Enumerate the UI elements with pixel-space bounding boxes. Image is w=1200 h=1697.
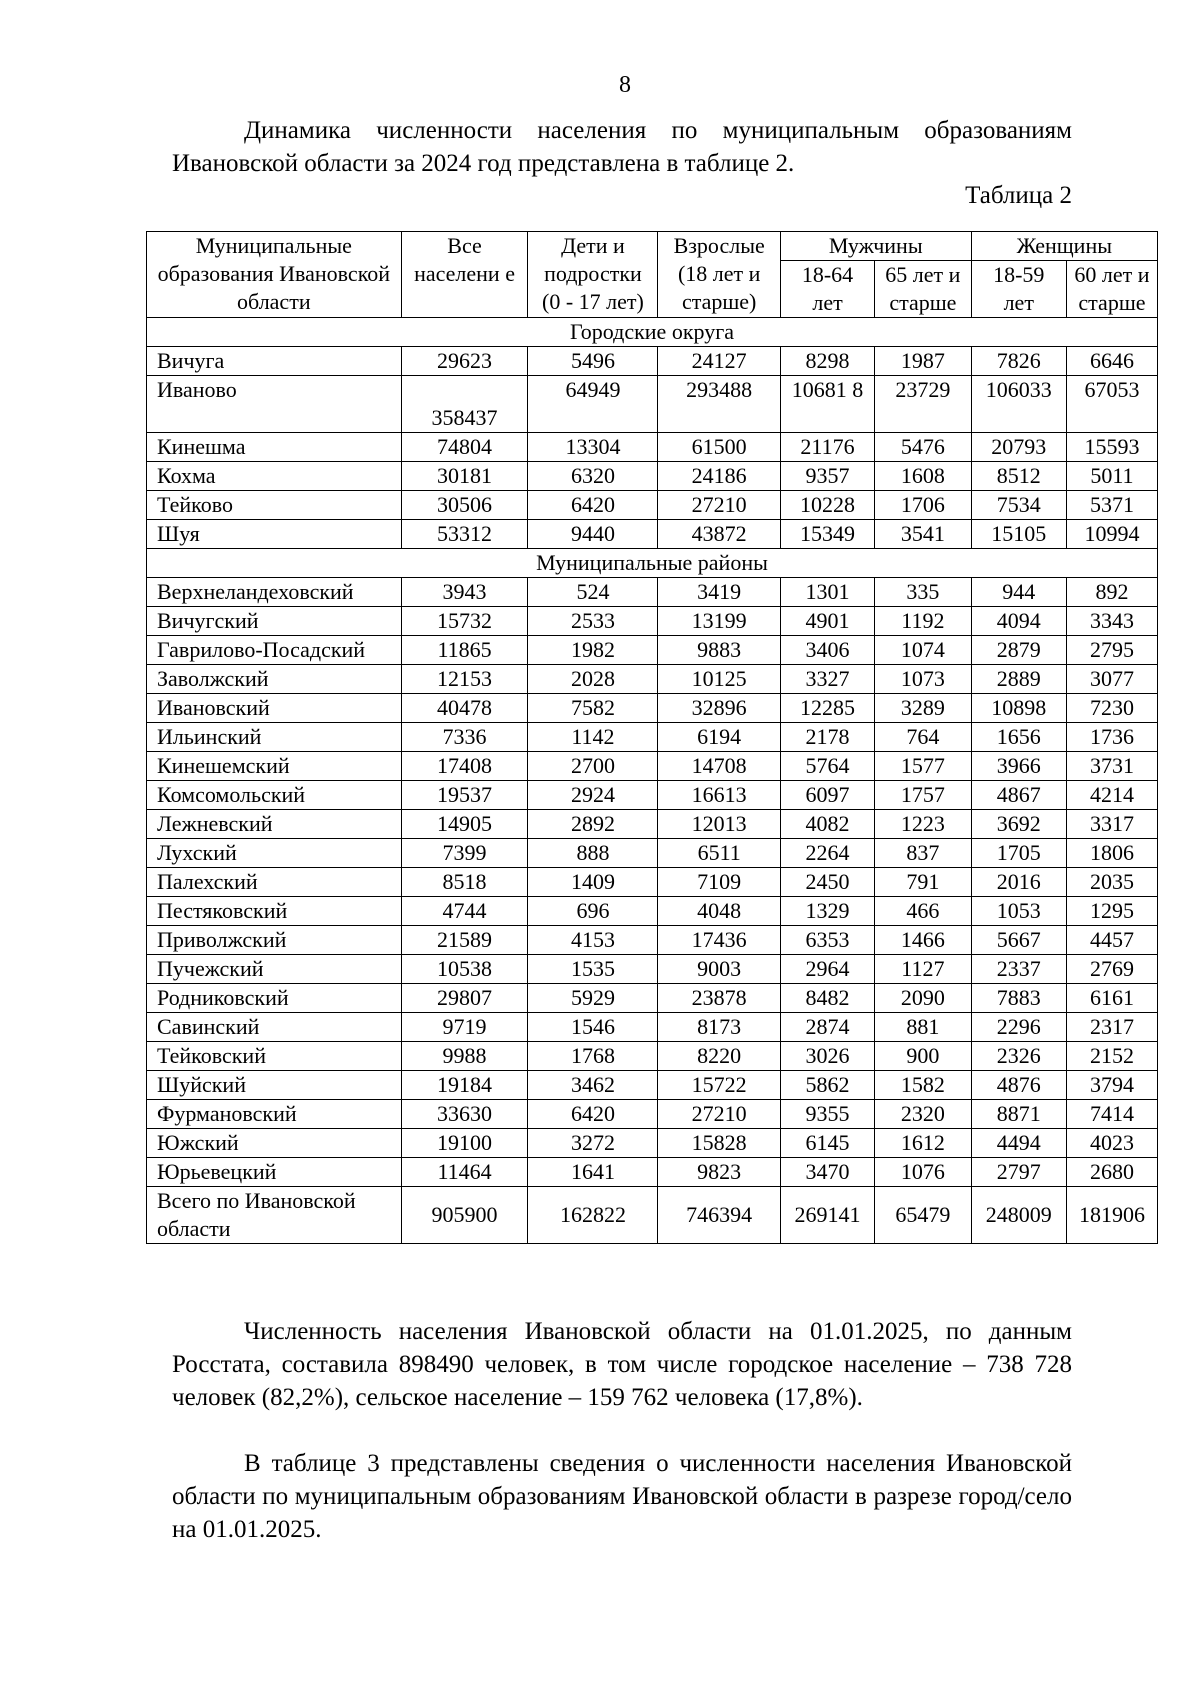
row-name: Ильинский (147, 723, 402, 752)
cell-m1864: 2264 (780, 839, 874, 868)
table-row (147, 636, 1158, 665)
cell-children: 4153 (528, 926, 658, 955)
cell-w60: 10994 (1066, 520, 1157, 549)
cell-adults: 15722 (658, 1071, 780, 1100)
table-row (147, 955, 1158, 984)
cell-total: 3943 (401, 578, 528, 607)
cell-adults: 6511 (658, 839, 780, 868)
cell-adults: 12013 (658, 810, 780, 839)
header-men: Мужчины (780, 232, 971, 261)
row-name: Фурмановский (147, 1100, 402, 1129)
table-row (147, 578, 1158, 607)
table-row (147, 665, 1158, 694)
cell-m65: 791 (875, 868, 971, 897)
row-name: Комсомольский (147, 781, 402, 810)
cell-m1864: 8298 (780, 347, 874, 376)
cell-m65: 65479 (875, 1187, 971, 1244)
cell-adults: 3419 (658, 578, 780, 607)
row-name: Пестяковский (147, 897, 402, 926)
cell-w60: 7230 (1066, 694, 1157, 723)
cell-children: 2533 (528, 607, 658, 636)
cell-w60: 3794 (1066, 1071, 1157, 1100)
table-row (147, 781, 1158, 810)
cell-w60: 2317 (1066, 1013, 1157, 1042)
cell-w60: 5371 (1066, 491, 1157, 520)
cell-adults: 293488 (658, 376, 780, 433)
cell-m1864: 9355 (780, 1100, 874, 1129)
cell-w1859: 7883 (971, 984, 1066, 1013)
section-municipal-districts (147, 549, 1158, 578)
header-children: Дети и подростки (0 - 17 лет) (528, 232, 658, 318)
table-caption: Таблица 2 (965, 182, 1072, 209)
cell-adults: 746394 (658, 1187, 780, 1244)
cell-total: 19184 (401, 1071, 528, 1100)
cell-m65: 3541 (875, 520, 971, 549)
row-name: Кинешма (147, 433, 402, 462)
table-row (147, 520, 1158, 549)
cell-children: 1142 (528, 723, 658, 752)
row-name: Родниковский (147, 984, 402, 1013)
cell-w1859: 2296 (971, 1013, 1066, 1042)
cell-children: 9440 (528, 520, 658, 549)
cell-w1859: 15105 (971, 520, 1066, 549)
cell-w60: 3731 (1066, 752, 1157, 781)
cell-total: 9988 (401, 1042, 528, 1071)
cell-w1859: 5667 (971, 926, 1066, 955)
row-name: Юрьевецкий (147, 1158, 402, 1187)
table-body (147, 318, 1158, 1244)
cell-m1864: 21176 (780, 433, 874, 462)
cell-adults: 61500 (658, 433, 780, 462)
cell-total: 15732 (401, 607, 528, 636)
cell-w60: 181906 (1066, 1187, 1157, 1244)
cell-m1864: 4082 (780, 810, 874, 839)
row-name: Южский (147, 1129, 402, 1158)
cell-children: 2924 (528, 781, 658, 810)
cell-m65: 1223 (875, 810, 971, 839)
cell-total: 11464 (401, 1158, 528, 1187)
row-name: Вичугский (147, 607, 402, 636)
cell-w60: 3077 (1066, 665, 1157, 694)
table-row (147, 810, 1158, 839)
table-row (147, 607, 1158, 636)
cell-m1864: 2178 (780, 723, 874, 752)
cell-total: 53312 (401, 520, 528, 549)
row-name: Ивановский (147, 694, 402, 723)
page-number: 8 (619, 72, 631, 98)
cell-m1864: 1301 (780, 578, 874, 607)
cell-children: 13304 (528, 433, 658, 462)
cell-children: 2028 (528, 665, 658, 694)
cell-m1864: 10681 8 (780, 376, 874, 433)
row-name: Шуя (147, 520, 402, 549)
cell-total: 905900 (401, 1187, 528, 1244)
table-row (147, 1158, 1158, 1187)
cell-adults: 32896 (658, 694, 780, 723)
cell-m65: 1074 (875, 636, 971, 665)
table-row (147, 1013, 1158, 1042)
cell-children: 696 (528, 897, 658, 926)
table-row (147, 491, 1158, 520)
cell-m65: 1582 (875, 1071, 971, 1100)
cell-total: 19537 (401, 781, 528, 810)
cell-m65: 1612 (875, 1129, 971, 1158)
cell-m65: 1466 (875, 926, 971, 955)
table-row (147, 376, 1158, 433)
cell-w1859: 248009 (971, 1187, 1066, 1244)
cell-w1859: 10898 (971, 694, 1066, 723)
cell-m1864: 3470 (780, 1158, 874, 1187)
cell-adults: 27210 (658, 1100, 780, 1129)
cell-m1864: 12285 (780, 694, 874, 723)
cell-total: 17408 (401, 752, 528, 781)
header-adults: Взрослые (18 лет и старше) (658, 232, 780, 318)
table-row (147, 1129, 1158, 1158)
paragraph-table3-reference: В таблице 3 представлены сведения о численности населения Ивановской области по муниципальным образованиям Ивановской области в разрезе город/село на 01.01.2025. (172, 1450, 1072, 1543)
cell-children: 162822 (528, 1187, 658, 1244)
row-name: Лухский (147, 839, 402, 868)
cell-w1859: 2326 (971, 1042, 1066, 1071)
row-name: Гаврилово-Посадский (147, 636, 402, 665)
cell-m65: 335 (875, 578, 971, 607)
cell-w60: 1806 (1066, 839, 1157, 868)
cell-adults: 9883 (658, 636, 780, 665)
cell-m65: 3289 (875, 694, 971, 723)
cell-w60: 1736 (1066, 723, 1157, 752)
cell-w60: 6161 (1066, 984, 1157, 1013)
header-women: Женщины (971, 232, 1157, 261)
cell-children: 7582 (528, 694, 658, 723)
row-name: Пучежский (147, 955, 402, 984)
cell-m65: 1757 (875, 781, 971, 810)
population-table (146, 231, 1158, 1244)
row-name: Савинский (147, 1013, 402, 1042)
cell-adults: 43872 (658, 520, 780, 549)
cell-children: 1409 (528, 868, 658, 897)
cell-m1864: 6145 (780, 1129, 874, 1158)
cell-total: 4744 (401, 897, 528, 926)
cell-children: 1535 (528, 955, 658, 984)
cell-children: 5929 (528, 984, 658, 1013)
cell-adults: 4048 (658, 897, 780, 926)
table-row (147, 1042, 1158, 1071)
cell-m1864: 4901 (780, 607, 874, 636)
table-row (147, 1187, 1158, 1244)
cell-w1859: 8871 (971, 1100, 1066, 1129)
cell-w60: 7414 (1066, 1100, 1157, 1129)
cell-w1859: 1705 (971, 839, 1066, 868)
cell-m1864: 6353 (780, 926, 874, 955)
cell-m65: 1073 (875, 665, 971, 694)
row-name: Лежневский (147, 810, 402, 839)
section-municipal-districts-label: Муниципальные районы (147, 549, 1158, 578)
cell-total: 19100 (401, 1129, 528, 1158)
cell-total: 40478 (401, 694, 528, 723)
cell-children: 1546 (528, 1013, 658, 1042)
table-row (147, 752, 1158, 781)
cell-adults: 17436 (658, 926, 780, 955)
cell-adults: 14708 (658, 752, 780, 781)
cell-m65: 900 (875, 1042, 971, 1071)
table-row (147, 984, 1158, 1013)
cell-w1859: 3692 (971, 810, 1066, 839)
cell-total: 7399 (401, 839, 528, 868)
cell-children: 524 (528, 578, 658, 607)
cell-w1859: 7534 (971, 491, 1066, 520)
cell-children: 5496 (528, 347, 658, 376)
row-name: Верхнеландеховский (147, 578, 402, 607)
row-name: Кинешемский (147, 752, 402, 781)
cell-adults: 23878 (658, 984, 780, 1013)
cell-w60: 1295 (1066, 897, 1157, 926)
cell-adults: 15828 (658, 1129, 780, 1158)
cell-adults: 13199 (658, 607, 780, 636)
cell-m1864: 3026 (780, 1042, 874, 1071)
cell-adults: 7109 (658, 868, 780, 897)
cell-children: 3272 (528, 1129, 658, 1158)
cell-children: 888 (528, 839, 658, 868)
cell-total: 10538 (401, 955, 528, 984)
cell-adults: 10125 (658, 665, 780, 694)
cell-m1864: 2964 (780, 955, 874, 984)
paragraph-population-summary: Численность населения Ивановской области на 01.01.2025, по данным Росстата, составила 898490 человек, в том числе городское население – 738 728 человек (82,2%), сельское население – 159 762 человека (17,8%). (172, 1318, 1072, 1411)
cell-total: 29623 (401, 347, 528, 376)
cell-total: 14905 (401, 810, 528, 839)
cell-children: 2700 (528, 752, 658, 781)
cell-total: 358437 (401, 376, 528, 433)
cell-m1864: 8482 (780, 984, 874, 1013)
header-municipality: Муниципальные образования Ивановской области (147, 232, 402, 318)
cell-m65: 2320 (875, 1100, 971, 1129)
cell-w60: 67053 (1066, 376, 1157, 433)
cell-m65: 5476 (875, 433, 971, 462)
cell-w1859: 3966 (971, 752, 1066, 781)
cell-adults: 6194 (658, 723, 780, 752)
cell-total: 21589 (401, 926, 528, 955)
row-name: Тейково (147, 491, 402, 520)
cell-adults: 16613 (658, 781, 780, 810)
row-name: Вичуга (147, 347, 402, 376)
cell-children: 2892 (528, 810, 658, 839)
cell-w1859: 7826 (971, 347, 1066, 376)
cell-m1864: 9357 (780, 462, 874, 491)
table-row (147, 897, 1158, 926)
cell-adults: 8173 (658, 1013, 780, 1042)
row-name: Шуйский (147, 1071, 402, 1100)
cell-children: 1768 (528, 1042, 658, 1071)
cell-m1864: 1329 (780, 897, 874, 926)
cell-m65: 1192 (875, 607, 971, 636)
cell-adults: 9823 (658, 1158, 780, 1187)
cell-w1859: 2337 (971, 955, 1066, 984)
cell-adults: 24186 (658, 462, 780, 491)
cell-m1864: 3327 (780, 665, 874, 694)
cell-children: 1641 (528, 1158, 658, 1187)
cell-m65: 1076 (875, 1158, 971, 1187)
cell-w60: 6646 (1066, 347, 1157, 376)
cell-total: 29807 (401, 984, 528, 1013)
row-name: Иваново (147, 376, 402, 433)
cell-total: 74804 (401, 433, 528, 462)
cell-w1859: 106033 (971, 376, 1066, 433)
cell-w60: 2680 (1066, 1158, 1157, 1187)
cell-m65: 466 (875, 897, 971, 926)
cell-adults: 27210 (658, 491, 780, 520)
cell-children: 3462 (528, 1071, 658, 1100)
cell-m65: 2090 (875, 984, 971, 1013)
row-name: Палехский (147, 868, 402, 897)
cell-total: 33630 (401, 1100, 528, 1129)
cell-children: 6420 (528, 1100, 658, 1129)
header-men-65: 65 лет и старше (875, 261, 971, 318)
header-men-18-64: 18-64 лет (780, 261, 874, 318)
table-row (147, 723, 1158, 752)
cell-m65: 1706 (875, 491, 971, 520)
cell-w1859: 2889 (971, 665, 1066, 694)
cell-m1864: 3406 (780, 636, 874, 665)
cell-w60: 4023 (1066, 1129, 1157, 1158)
cell-m65: 23729 (875, 376, 971, 433)
cell-adults: 24127 (658, 347, 780, 376)
header-total: Все населени е (401, 232, 528, 318)
cell-m1864: 269141 (780, 1187, 874, 1244)
intro-paragraph: Динамика численности населения по муниципальным образованиям Ивановской области за 2024 год представлена в таблице 2. (172, 117, 1072, 177)
cell-m65: 1608 (875, 462, 971, 491)
cell-total: 12153 (401, 665, 528, 694)
cell-adults: 9003 (658, 955, 780, 984)
table-row (147, 1100, 1158, 1129)
row-name: Приволжский (147, 926, 402, 955)
header-women-60: 60 лет и старше (1066, 261, 1157, 318)
cell-total: 11865 (401, 636, 528, 665)
cell-m65: 1127 (875, 955, 971, 984)
table-row (147, 694, 1158, 723)
row-name: Всего по Ивановской области (147, 1187, 402, 1244)
table-row (147, 433, 1158, 462)
cell-w1859: 2797 (971, 1158, 1066, 1187)
cell-w60: 3317 (1066, 810, 1157, 839)
cell-m65: 1577 (875, 752, 971, 781)
cell-w1859: 4876 (971, 1071, 1066, 1100)
cell-w1859: 2016 (971, 868, 1066, 897)
cell-w60: 892 (1066, 578, 1157, 607)
cell-children: 64949 (528, 376, 658, 433)
cell-w1859: 4094 (971, 607, 1066, 636)
cell-total: 9719 (401, 1013, 528, 1042)
row-name: Кохма (147, 462, 402, 491)
cell-w60: 2795 (1066, 636, 1157, 665)
cell-w1859: 4494 (971, 1129, 1066, 1158)
cell-w60: 2035 (1066, 868, 1157, 897)
cell-w1859: 20793 (971, 433, 1066, 462)
cell-m1864: 5764 (780, 752, 874, 781)
table-row (147, 926, 1158, 955)
section-urban-districts-label: Городские округа (147, 318, 1158, 347)
cell-w1859: 1656 (971, 723, 1066, 752)
cell-w1859: 2879 (971, 636, 1066, 665)
cell-w1859: 944 (971, 578, 1066, 607)
cell-total: 8518 (401, 868, 528, 897)
cell-m1864: 2874 (780, 1013, 874, 1042)
cell-m1864: 10228 (780, 491, 874, 520)
section-urban-districts (147, 318, 1158, 347)
cell-m1864: 5862 (780, 1071, 874, 1100)
cell-m1864: 6097 (780, 781, 874, 810)
table-row (147, 1071, 1158, 1100)
cell-m1864: 15349 (780, 520, 874, 549)
header-women-18-59: 18-59 лет (971, 261, 1066, 318)
cell-m65: 881 (875, 1013, 971, 1042)
table-row (147, 839, 1158, 868)
cell-adults: 8220 (658, 1042, 780, 1071)
cell-m65: 837 (875, 839, 971, 868)
row-name: Тейковский (147, 1042, 402, 1071)
cell-w60: 4457 (1066, 926, 1157, 955)
cell-total: 7336 (401, 723, 528, 752)
cell-w1859: 4867 (971, 781, 1066, 810)
cell-total: 30506 (401, 491, 528, 520)
cell-w60: 4214 (1066, 781, 1157, 810)
cell-children: 6320 (528, 462, 658, 491)
cell-total: 30181 (401, 462, 528, 491)
cell-w1859: 8512 (971, 462, 1066, 491)
row-name: Заволжский (147, 665, 402, 694)
cell-w60: 2152 (1066, 1042, 1157, 1071)
cell-w60: 15593 (1066, 433, 1157, 462)
cell-m65: 1987 (875, 347, 971, 376)
table-row (147, 347, 1158, 376)
cell-m65: 764 (875, 723, 971, 752)
cell-w60: 5011 (1066, 462, 1157, 491)
cell-children: 6420 (528, 491, 658, 520)
table-row (147, 868, 1158, 897)
cell-children: 1982 (528, 636, 658, 665)
cell-w60: 2769 (1066, 955, 1157, 984)
table-row (147, 462, 1158, 491)
cell-w60: 3343 (1066, 607, 1157, 636)
cell-w1859: 1053 (971, 897, 1066, 926)
cell-m1864: 2450 (780, 868, 874, 897)
